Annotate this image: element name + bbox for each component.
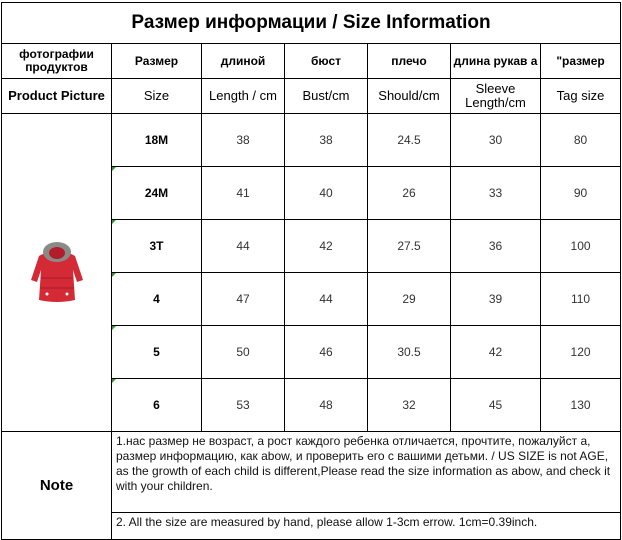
length-value: 38: [202, 114, 285, 167]
header-ru-sleeve: длина рукав а: [451, 44, 541, 79]
product-picture: [2, 114, 112, 432]
bust-value: 40: [285, 167, 368, 220]
jacket-button: [65, 293, 68, 296]
bust-value: 46: [285, 326, 368, 379]
header-en-bust: Bust/cm: [285, 79, 368, 114]
header-row-ru: [2, 44, 621, 79]
tag-value: 130: [541, 379, 621, 432]
shoulder-value: 32: [368, 379, 451, 432]
tag-value: 100: [541, 220, 621, 273]
size-table: [1, 2, 621, 540]
header-ru-tag: "размер: [541, 44, 621, 79]
size-value: 3T: [112, 220, 202, 273]
header-en-size: Size: [112, 79, 202, 114]
header-ru-size: Размер: [112, 44, 202, 79]
header-en-length: Length / cm: [202, 79, 285, 114]
header-en-tag: Tag size: [541, 79, 621, 114]
header-ru-shoulder: плечо: [368, 44, 451, 79]
note-label: Note: [2, 432, 112, 540]
note-text-2: 2. All the size are measured by hand, please allow 1-3cm errow. 1cm=0.39inch.: [112, 513, 621, 540]
shoulder-value: 26: [368, 167, 451, 220]
tag-value: 90: [541, 167, 621, 220]
size-value: 18M: [112, 114, 202, 167]
header-en-picture: Product Picture: [2, 79, 112, 114]
header-ru-bust: бюст: [285, 44, 368, 79]
note-text-1: 1.нас размер не возраст, а рост каждого ребенка отличается, прочтите, пожалуйст а, размер информацию, как abow, и проверить его с вашими детьми. / US SIZE is not AGE, as the growth of each child is different,Please read the size information as abow, and check it with your children.: [112, 432, 621, 513]
sleeve-value: 36: [451, 220, 541, 273]
length-value: 50: [202, 326, 285, 379]
sleeve-value: 30: [451, 114, 541, 167]
tag-value: 110: [541, 273, 621, 326]
sleeve-value: 33: [451, 167, 541, 220]
length-value: 41: [202, 167, 285, 220]
length-value: 44: [202, 220, 285, 273]
header-ru-length: длиной: [202, 44, 285, 79]
page-title: Размер информации / Size Information: [2, 3, 621, 44]
header-en-sleeve: Sleeve Length/cm: [451, 79, 541, 114]
hood-inner: [49, 247, 65, 259]
header-row-en: [2, 79, 621, 114]
header-en-shoulder: Should/cm: [368, 79, 451, 114]
shoulder-value: 27.5: [368, 220, 451, 273]
note-row-1: [2, 432, 621, 513]
sleeve-value: 39: [451, 273, 541, 326]
size-value: 4: [112, 273, 202, 326]
size-value: 6: [112, 379, 202, 432]
bust-value: 48: [285, 379, 368, 432]
bust-value: 42: [285, 220, 368, 273]
length-value: 47: [202, 273, 285, 326]
tag-value: 120: [541, 326, 621, 379]
size-value: 5: [112, 326, 202, 379]
table-row: [2, 114, 621, 167]
tag-value: 80: [541, 114, 621, 167]
bust-value: 38: [285, 114, 368, 167]
header-ru-picture: фотографии продуктов: [2, 44, 112, 79]
length-value: 53: [202, 379, 285, 432]
jacket-image: [17, 236, 97, 306]
bust-value: 44: [285, 273, 368, 326]
sleeve-value: 42: [451, 326, 541, 379]
shoulder-value: 30.5: [368, 326, 451, 379]
shoulder-value: 24.5: [368, 114, 451, 167]
sleeve-value: 45: [451, 379, 541, 432]
shoulder-value: 29: [368, 273, 451, 326]
size-value: 24M: [112, 167, 202, 220]
jacket-button: [45, 293, 48, 296]
